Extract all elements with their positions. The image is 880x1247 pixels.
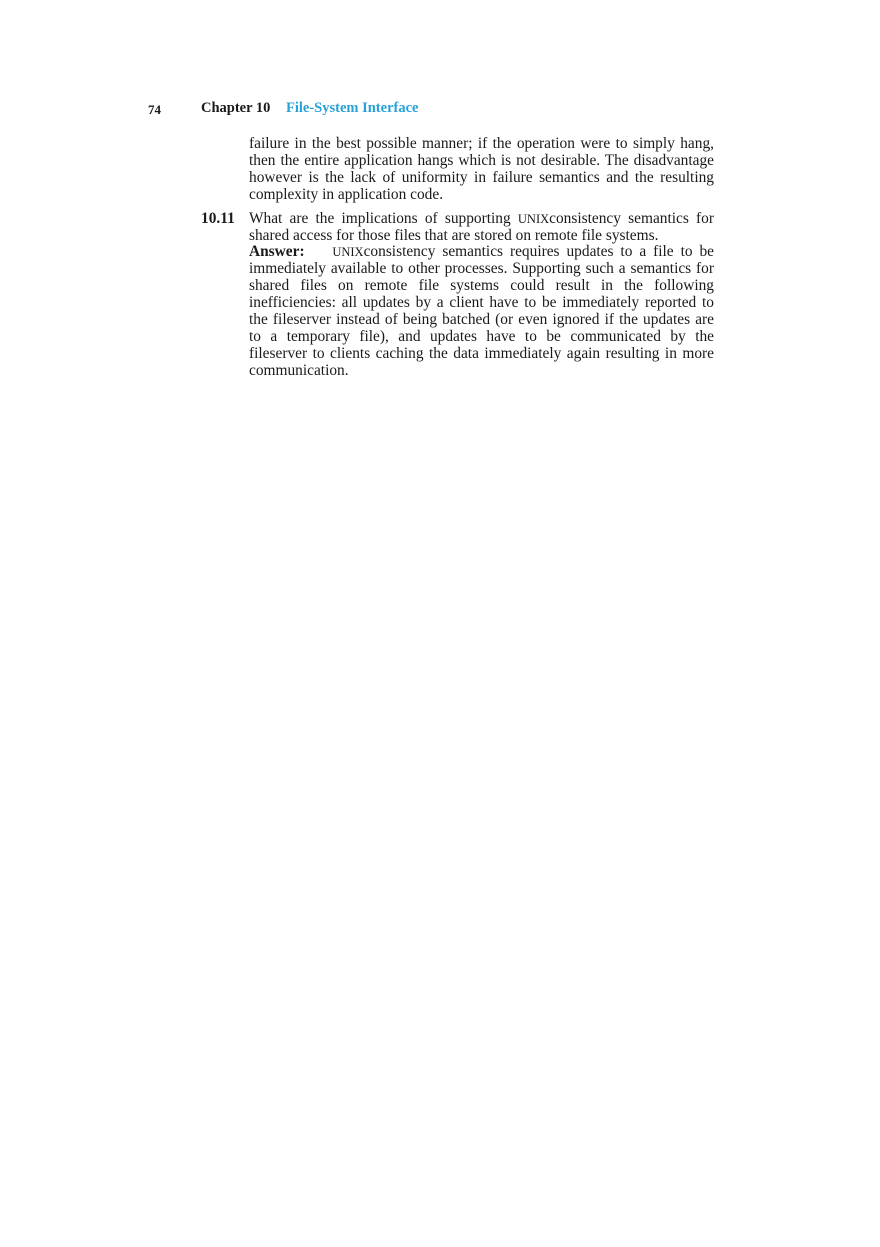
question-text-before: What are the implications of supporting: [249, 209, 518, 227]
exercise-question: [249, 211, 714, 245]
running-header: [0, 100, 880, 122]
page-number: 74: [148, 102, 161, 117]
page-body: [201, 135, 715, 380]
chapter-label: Chapter 10: [201, 100, 271, 116]
answer-unix-term: UNIX: [332, 245, 364, 260]
answer-label: Answer:: [249, 243, 305, 261]
exercise-10-11: [201, 209, 715, 380]
exercise-number: 10.11: [201, 209, 235, 227]
exercise-answer: [249, 244, 714, 379]
question-unix-term: UNIX: [517, 211, 550, 226]
continuation-paragraph: failure in the best possible manner; if the operation were to simply hang, then the entire application hangs which is not desirable. The disadvantage however is the lack of uniformity in failure semantics and the resulting complexity in application code.: [249, 135, 714, 203]
answer-text: consistency semantics requires updates to a file to be immediately available to other processes. Supporting such a semantics for shared files on remote file systems could result in the following inefficiencies: all updates by a client have to be immediately reported to the fileserver instead of being batched (or even ignored if the updates are to a temporary file), and updates have to be communicated by the fileserver to clients caching the data immediately again resulting in more communication.: [249, 243, 715, 379]
chapter-title: File-System Interface: [286, 100, 419, 116]
question-text-after: consistency semantics for shared access for those files that are stored on remote file systems.: [249, 209, 714, 244]
